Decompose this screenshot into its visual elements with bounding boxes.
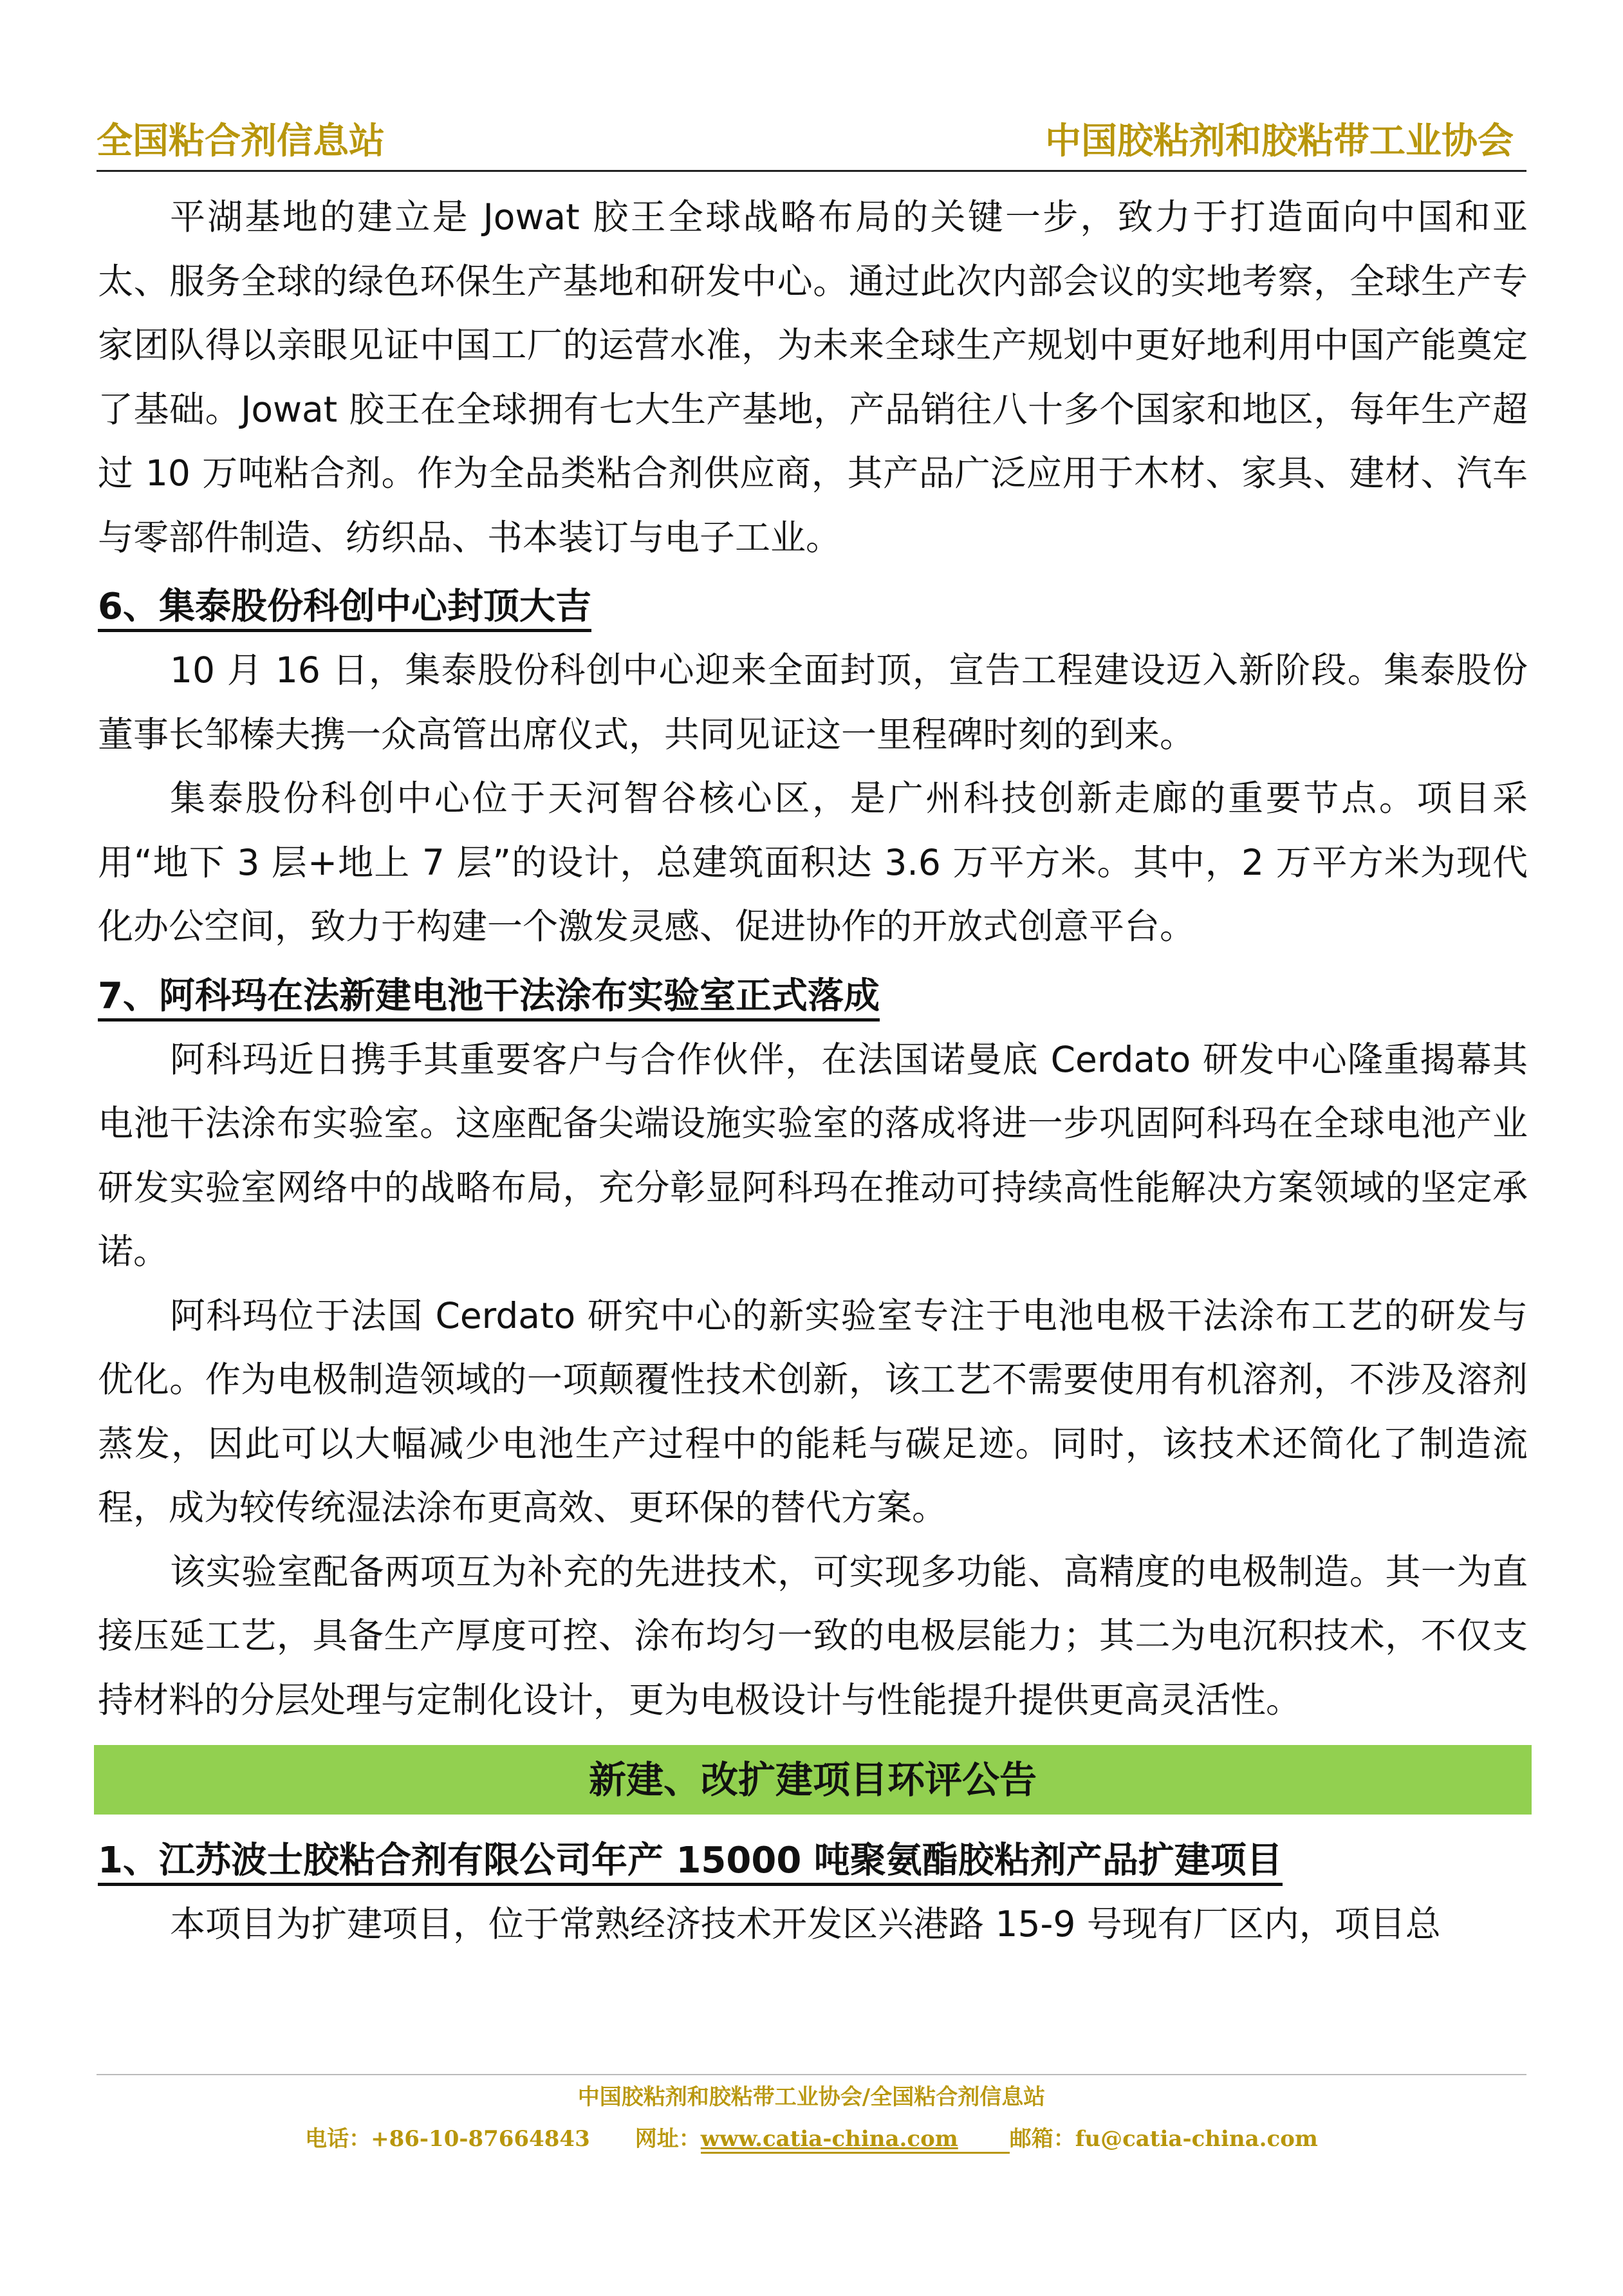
footer-website-label: 网址： — [635, 2126, 701, 2152]
project-1-heading-text: 1、江苏波士胶粘合剂有限公司年产 15000 吨聚氨酯胶粘剂产品扩建项目 — [98, 1840, 1283, 1886]
section-6-heading — [98, 570, 1528, 639]
section-7-paragraph-3: 该实验室配备两项互为补充的先进技术，可实现多功能、高精度的电极制造。其一为直接压延工艺，具备生产厚度可控、涂布均匀一致的电极层能力；其二为电沉积技术，不仅支持材料的分层处理与定制化设计，更为电极设计与性能提升提供更高灵活性。 — [98, 1551, 1528, 1721]
page-header — [97, 108, 1526, 172]
section-7-paragraph-2: 阿科玛位于法国 Cerdato 研究中心的新实验室专注于电池电极干法涂布工艺的研发与优化。作为电极制造领域的一项颠覆性技术创新，该工艺不需要使用有机溶剂，不涉及溶剂蒸发，因此可以大幅减少电池生产过程中的能耗与碳足迹。同时，该技术还简化了制造流程，成为较传统湿法涂布更高效、更环保的替代方案。 — [98, 1294, 1528, 1528]
section-7-paragraph-1: 阿科玛近日携手其重要客户与合作伙伴，在法国诺曼底 Cerdato 研发中心隆重揭幕其电池干法涂布实验室。这座配备尖端设施实验室的落成将进一步巩固阿科玛在全球电池产业研发实验室网络中的战略布局，充分彰显阿科玛在推动可持续高性能解决方案领域的坚定承诺。 — [98, 1038, 1528, 1272]
project-1-heading — [98, 1824, 1528, 1892]
project-1-paragraph-1: 本项目为扩建项目，位于常熟经济技术开发区兴港路 15-9 号现有厂区内，项目总 — [170, 1903, 1441, 1945]
intro-paragraph: 平湖基地的建立是 Jowat 胶王全球战略布局的关键一步，致力于打造面向中国和亚太、服务全球的绿色环保生产基地和研发中心。通过此次内部会议的实地考察，全球生产专家团队得以亲眼见证中国工厂的运营水准，为未来全球生产规划中更好地利用中国产能奠定了基础。Jowat 胶王在全球拥有七大生产基地，产品销往八十多个国家和地区，每年生产超过 10 万吨粘合剂。作为全品类粘合剂供应商，其产品广泛应用于木材、家具、建材、汽车与零部件制造、纺织品、书本装订与电子工业。 — [98, 196, 1528, 558]
footer-organization: 中国胶粘剂和胶粘带工业协会/全国粘合剂信息站 — [577, 2084, 1046, 2110]
footer-phone: 电话：+86-10-87664843 — [305, 2126, 590, 2152]
footer-divider — [97, 2074, 1526, 2075]
section-7-heading — [98, 959, 1528, 1028]
section-6-paragraph-1: 10 月 16 日，集泰股份科创中心迎来全面封顶，宣告工程建设迈入新阶段。集泰股份董事长邹榛夫携一众高管出席仪式，共同见证这一里程碑时刻的到来。 — [98, 649, 1528, 755]
footer-contact — [0, 2116, 1623, 2161]
section-7-heading-text: 7、阿科玛在法新建电池干法涂布实验室正式落成 — [98, 975, 880, 1022]
header-association-name: 中国胶粘剂和胶粘带工业协会 — [1045, 120, 1514, 162]
section-6-heading-text: 6、集泰股份科创中心封顶大吉 — [98, 586, 591, 632]
header-site-name: 全国粘合剂信息站 — [97, 120, 385, 162]
footer-email: 邮箱：fu@catia-china.com — [1009, 2126, 1318, 2152]
eia-announcement-banner: 新建、改扩建项目环评公告 — [94, 1745, 1532, 1815]
article-body — [98, 185, 1528, 1957]
section-6-paragraph-2: 集泰股份科创中心位于天河智谷核心区，是广州科技创新走廊的重要节点。项目采用“地下 3 层+地上 7 层”的设计，总建筑面积达 3.6 万平方米。其中，2 万平方米为现代化办公空间，致力于构建一个激发灵感、促进协作的开放式创意平台。 — [98, 778, 1528, 947]
footer-website-link[interactable]: www.catia-china.com — [701, 2126, 1010, 2154]
